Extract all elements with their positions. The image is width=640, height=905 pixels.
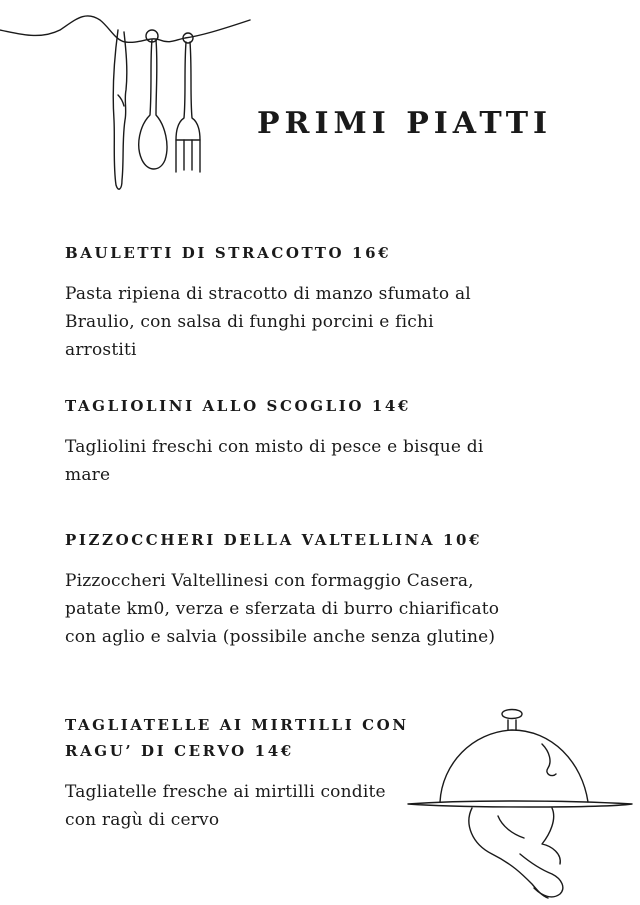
- dish-description: [65, 433, 565, 489]
- dish-description-line: arrostiti: [65, 340, 137, 360]
- menu-item: [65, 393, 565, 489]
- dish-description-line: Braulio, con salsa di funghi porcini e fichi: [65, 312, 434, 332]
- dish-description-line: Pizzoccheri Valtellinesi con formaggio Casera,: [65, 571, 474, 591]
- dish-description-line: Tagliatelle fresche ai mirtilli condite: [65, 782, 386, 802]
- dish-description-line: con ragù di cervo: [65, 810, 220, 830]
- dish-description-line: Tagliolini freschi con misto di pesce e bisque di: [65, 437, 484, 457]
- cloche-serving-icon: [402, 704, 638, 904]
- dish-name-line: RAGU’ DI CERVO 14€: [65, 742, 294, 760]
- dish-description-line: mare: [65, 465, 111, 485]
- dish-description-line: Pasta ripiena di stracotto di manzo sfumato al: [65, 284, 471, 304]
- dish-name-line: TAGLIATELLE AI MIRTILLI CON: [65, 716, 409, 734]
- dish-name: TAGLIOLINI ALLO SCOGLIO 14€: [65, 397, 411, 415]
- page-title: PRIMI PIATTI: [257, 106, 553, 141]
- menu-item: [65, 240, 565, 364]
- dish-description-line: con aglio e salvia (possibile anche senza glutine): [65, 627, 496, 647]
- dish-name: PIZZOCCHERI DELLA VALTELLINA 10€: [65, 531, 483, 549]
- hanging-utensils-icon: [0, 0, 260, 200]
- dish-name: BAULETTI DI STRACOTTO 16€: [65, 244, 392, 262]
- dish-description: [65, 567, 565, 651]
- dish-description: [65, 280, 565, 364]
- dish-description-line: patate km0, verza e sferzata di burro chiarificato: [65, 599, 500, 619]
- menu-item: [65, 527, 565, 651]
